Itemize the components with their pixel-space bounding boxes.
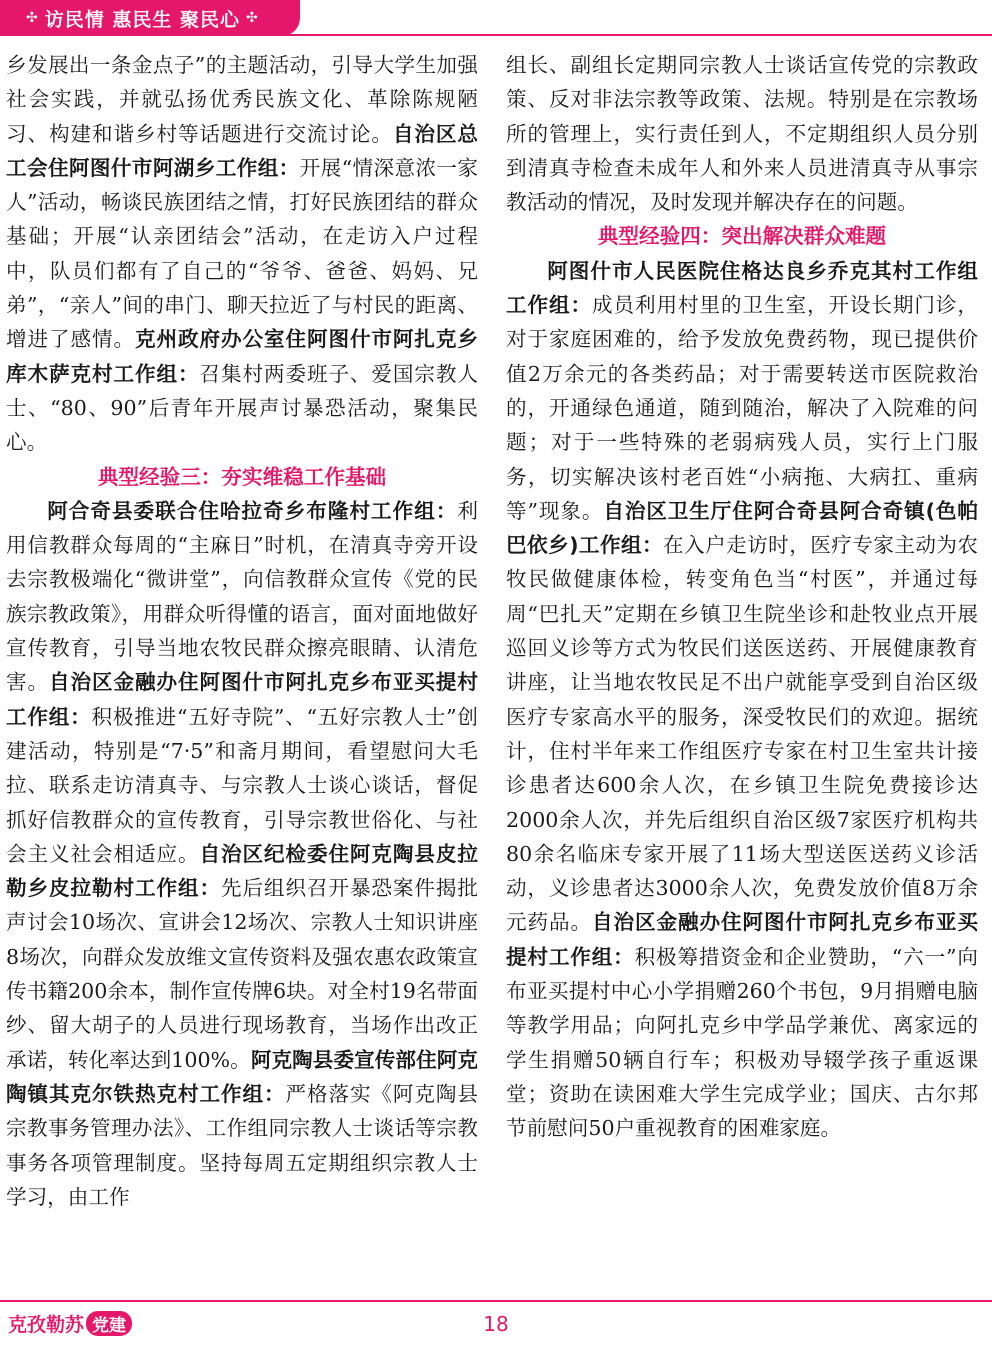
left-paragraph-2	[6, 494, 478, 1214]
workgroup-name: 阿图什市人民医院住格达良乡乔克其村工作组工作组：	[506, 258, 978, 318]
workgroup-name: 自治区总工会住阿图什市阿湖乡工作组：	[6, 121, 479, 180]
text-run: 积极筹措资金和企业赞助，“六一”向布亚买提村中心小学捐赠260个书包，9月捐赠电脑等教学用品；向阿扎克乡中学品学兼优、离家远的学生捐赠50辆自行车；积极劝导辍学孩子重返课堂；资助在读困难大学生完成学业；国庆、古尔邦节前慰问50户重视教育的困难家庭。	[506, 944, 979, 1141]
workgroup-name: 阿合奇县委联合住哈拉奇乡布隆村工作组：	[47, 498, 458, 523]
publication-logo	[8, 1308, 132, 1338]
right-column	[506, 48, 978, 1146]
footer-divider	[0, 1300, 992, 1302]
right-paragraph-2	[506, 254, 978, 1146]
workgroup-name: 阿克陶县委宣传部住阿克陶镇其克尔铁热克村工作组：	[6, 1047, 478, 1106]
header-banner	[0, 0, 300, 36]
workgroup-name: 克州政府办公室住阿图什市阿扎克乡库木萨克村工作组：	[6, 327, 479, 386]
workgroup-name: 自治区金融办住阿图什市阿扎克乡布亚买提村工作组：	[6, 670, 479, 729]
logo-text: 克孜勒苏	[8, 1313, 85, 1336]
left-column	[6, 48, 478, 1214]
logo-badge: 党建	[86, 1311, 132, 1336]
right-paragraph-1: 组长、副组长定期同宗教人士谈话宣传党的宗教政策、反对非法宗教等政策、法规。特别是在宗教场所的管理上，实行责任到人，不定期组织人员分别到清真寺检查未成年人和外来人员进清真寺从事宗教活动的情况，及时发现并解决存在的问题。	[506, 53, 978, 215]
text-run: 召集村两委班子、爱国宗教人士、“80、90”后青年开展声讨暴恐活动，聚集民心。	[6, 361, 479, 455]
header-title: 访民情 惠民生 聚民心	[44, 8, 240, 31]
ornament-left-icon: ✣	[26, 10, 39, 26]
ornament-right-icon: ✣	[245, 10, 259, 26]
page-number: 18	[483, 1312, 509, 1336]
text-run: 严格落实《阿克陶县宗教事务管理办法》、工作组同宗教人士谈话等宗教事务各项管理制度。坚持每周五定期组织宗教人士学习，由工作	[6, 1081, 479, 1209]
section-heading-3: 典型经验三：夯实维稳工作基础	[97, 464, 387, 489]
header-divider	[0, 34, 992, 36]
workgroup-name: 自治区金融办住阿图什市阿扎克乡布亚买提村工作组：	[506, 910, 979, 969]
workgroup-name: 自治区纪检委住阿克陶县皮拉勒乡皮拉勒村工作组：	[6, 841, 479, 901]
text-run: 成员利用村里的卫生室，开设长期门诊，对于家庭困难的，给予发放免费药物，现已提供价值2万余元的各类药品；对于需要转送市医院救治的，开通绿色通道，随到随治，解决了入院难的问题；对于一些特殊的老弱病残人员，实行上门服务，切实解决该村老百姓“小病拖、大病扛、重病等”现象。	[506, 293, 979, 523]
text-run: 先后组织召开暴恐案件揭批声讨会10场次、宣讲会12场次、宗教人士知识讲座8场次，向群众发放维文宣传资料及强农惠农政策宣传书籍200余本，制作宣传牌6块。对全村19名带面纱、留大胡子的人员进行现场教育，当场作出改正承诺，转化率达到100%。	[6, 876, 479, 1072]
text-run: 乡发展出一条金点子”的主题活动，引导大学生加强社会实践，并就弘扬优秀民族文化、革除陈规陋习、构建和谐乡村等话题进行交流讨论。	[6, 53, 478, 146]
text-run: 积极推进“五好寺院”、“五好宗教人士”创建活动，特别是“7·5”和斋月期间，看望慰问大毛拉、联系走访清真寺、与宗教人士谈心谈话，督促抓好信教群众的宣传教育，引导宗教世俗化、与社会主义社会相适应。	[6, 704, 478, 866]
workgroup-name: 自治区卫生厅住阿合奇县阿合奇镇(色帕巴依乡)工作组：	[506, 498, 978, 558]
section-heading-4: 典型经验四：突出解决群众难题	[597, 224, 887, 249]
text-run: 利用信教群众每周的“主麻日”时机，在清真寺旁开设去宗教极端化“微讲堂”，向信教群众宣传《党的民族宗教政策》，用群众听得懂的语言，面对面地做好宣传教育，引导当地农牧民群众擦亮眼睛、认清危害。	[6, 498, 478, 695]
text-run: 开展“情深意浓一家人”活动，畅谈民族团结之情，打好民族团结的群众基础；开展“认亲团结会”活动，在走访入户过程中，队员们都有了自己的“爷爷、爸爸、妈妈、兄弟”，“亲人”间的串门、聊天拉近了与村民的距离、增进了感情。	[6, 155, 479, 352]
text-run: 在入户走访时，医疗专家主动为农牧民做健康体检，转变角色当“村医”，并通过每周“巴扎天”定期在乡镇卫生院坐诊和赴牧业点开展巡回义诊等方式为牧民们送医送药、开展健康教育讲座，让当地农牧民足不出户就能享受到自治区级医疗专家高水平的服务，深受牧民们的欢迎。据统计，住村半年来工作组医疗专家在村卫生室共计接诊患者达600余人次，在乡镇卫生院免费接诊达2000余人次，并先后组织自治区级7家医疗机构共80余名临床专家开展了11场大型送医送药义诊活动，义诊患者达3000余人次，免费发放价值8万余元药品。	[506, 533, 978, 935]
left-paragraph-1	[6, 48, 478, 460]
